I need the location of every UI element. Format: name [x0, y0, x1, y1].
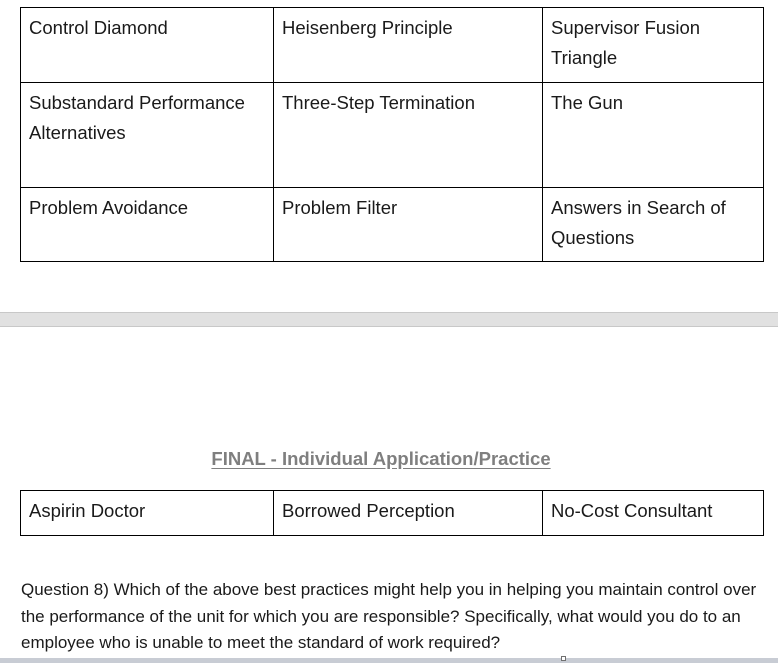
status-bar-strip — [0, 658, 778, 663]
table-cell: Answers in Search of Questions — [543, 188, 764, 262]
table-cell: Supervisor Fusion Triangle — [543, 8, 764, 83]
table-cell: Substandard Performance Alternatives — [21, 83, 274, 188]
table-cell: The Gun — [543, 83, 764, 188]
table-cell: Borrowed Perception — [274, 491, 543, 536]
table-cell: Aspirin Doctor — [21, 491, 274, 536]
section-heading: FINAL - Individual Application/Practice — [211, 448, 551, 469]
best-practices-table-bottom — [20, 490, 764, 536]
table-row — [21, 8, 764, 83]
table-row — [21, 188, 764, 262]
table-cell: Control Diamond — [21, 8, 274, 83]
table-cell: Three-Step Termination — [274, 83, 543, 188]
question-paragraph: Question 8) Which of the above best practices might help you in helping you maintain control over the performance of the unit for which you are responsible? Specifically, what would you do to an employee who is unable to meet the standard of work required? — [21, 580, 757, 652]
table-cell: Problem Avoidance — [21, 188, 274, 262]
table-cell: No-Cost Consultant — [543, 491, 764, 536]
resize-handle[interactable] — [561, 656, 566, 661]
best-practices-table-top — [20, 7, 764, 262]
table-row — [21, 491, 764, 536]
page-break-gap — [0, 312, 778, 327]
document-page-top — [0, 0, 778, 312]
table-cell: Problem Filter — [274, 188, 543, 262]
table-cell: Heisenberg Principle — [274, 8, 543, 83]
table-row — [21, 83, 764, 188]
document-page-bottom — [0, 327, 778, 663]
